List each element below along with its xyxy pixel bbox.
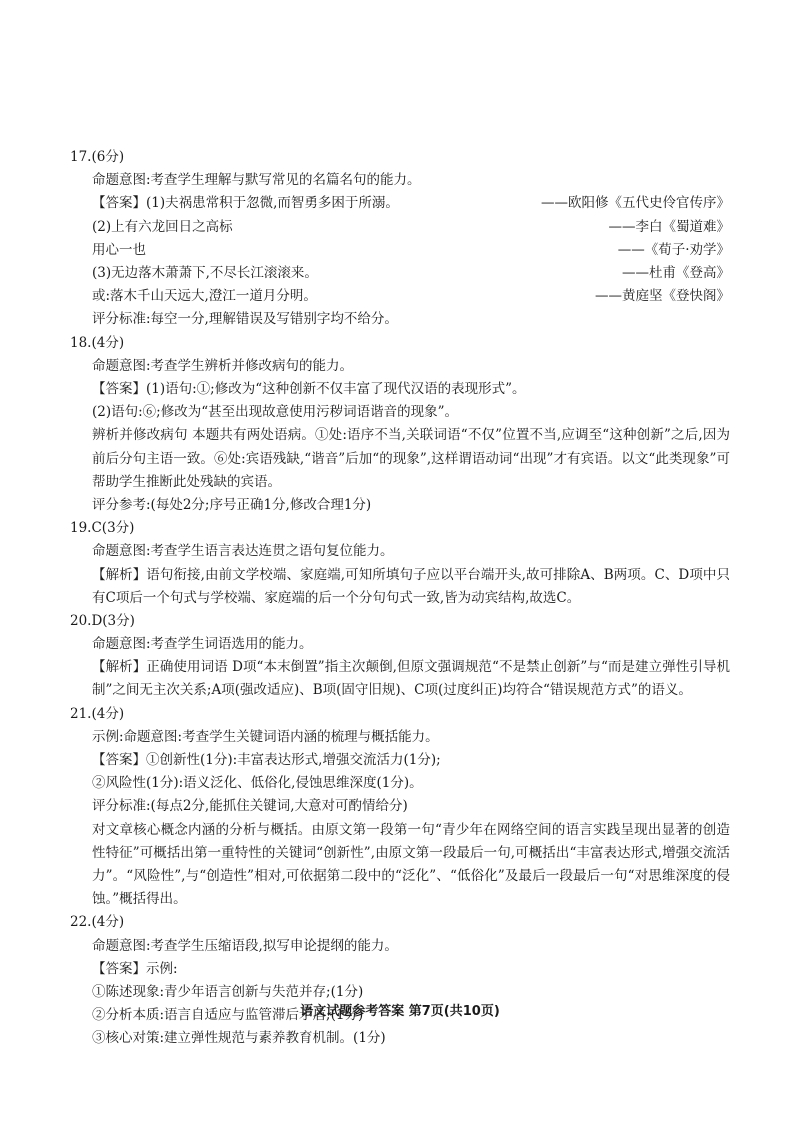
q20-intent: 命题意图:考查学生词语选用的能力。 [92,636,313,653]
q17-row-text: (2)上有六龙回日之高标 [92,218,233,235]
q17-row-source: ——杜甫《登高》 [622,264,730,281]
q18-number: 18.(4分) [70,334,125,351]
q21-intent: 示例:命题意图:考查学生关键词语内涵的梳理与概括能力。 [92,728,439,745]
q17-number: 17.(6分) [70,149,125,165]
q17-criteria: 评分标准:每空一分,理解错误及写错别字均不给分。 [92,311,398,328]
answer-content [70,146,730,1051]
q21-answer-2: ②风险性(1分):语义泛化、低俗化,侵蚀思维深度(1分)。 [92,775,423,792]
q17-answer-row-1 [70,192,730,215]
q17-answer-row-3 [70,239,730,262]
q20-number: 20.D(3分) [70,612,135,629]
q17-row-source: ——欧阳修《五代史伶官传序》 [541,195,730,212]
q17-row-text: (3)无边落木萧萧下,不尽长江滚滚来。 [92,264,318,281]
q20-analysis: 【解析】正确使用词语 D项“本末倒置”指主次颠倒,但原文强调规范“不是禁止创新”与“而是建立弹性引导机制”之间无主次关系;A项(强改适应)、B项(固守旧规)、C项(过度纠正)均符合“错误规范方式”的语义。 [92,659,730,699]
q19-analysis: 【解析】语句衔接,由前文学校端、家庭端,可知所填句子应以平台端开头,故可排除A、B两项。C、D项中只有C项后一个句式与学校端、家庭端的后一个分句句式一致,皆为动宾结构,故选C。 [92,566,730,606]
q17-answer-row-4 [70,262,730,285]
q18-analysis: 辨析并修改病句 本题共有两处语病。①处:语序不当,关联词语“不仅”位置不当,应调至“这种创新”之后,因为前后分句主语一致。⑥处:宾语残缺,“谐音”后加“的现象”,这样谓语动词“出现”才有宾语。以文“此类现象”可帮助学生推断此处残缺的宾语。 [92,427,730,490]
q22-answer-item-2: ②分析本质:语言自适应与监管滞后矛盾;(1分) [92,1007,364,1024]
q19-number: 19.C(3分) [70,520,135,537]
q22-answer-label: 【答案】示例: [92,960,178,977]
q22-number: 22.(4分) [70,914,125,931]
q18-intent: 命题意图:考查学生辨析并修改病句的能力。 [92,357,354,374]
q21-criteria: 评分标准:(每点2分,能抓住关键词,大意对可酌情给分) [92,798,408,815]
q22-answer-item-1: ①陈述现象:青少年语言创新与失范并存;(1分) [92,984,364,1000]
page-footer: 语文试题参考答案 第7页(共10页) [300,1004,500,1019]
q18-answer-2: (2)语句:⑥;修改为“甚至出现故意使用污秽词语谐音的现象”。 [92,404,459,421]
q19-intent: 命题意图:考查学生语言表达连贯之语句复位能力。 [92,543,394,560]
q18-criteria: 评分参考:(每处2分;序号正确1分,修改合理1分) [92,496,372,513]
q21-analysis: 对文章核心概念内涵的分析与概括。由原文第一段第一句“青少年在网络空间的语言实践呈现出显著的创造性特征”可概括出第一重特性的关键词“创新性”,由原文第一段最后一句,可概括出“丰富表达形式,增强交流活力”。“风险性”,与“创造性”相对,可依据第二段中的“泛化”、“低俗化”及最后一段最后一句“对思维深度的侵蚀。”概括得出。 [92,821,730,908]
q21-number: 21.(4分) [70,705,125,722]
q17-row-text: 用心一也 [92,241,146,258]
q21-answer-1: 【答案】①创新性(1分):丰富表达形式,增强交流活力(1分); [92,752,441,769]
q17-answer-row-2 [70,216,730,239]
q22-answer-item-3: ③核心对策:建立弹性规范与素养教育机制。(1分) [92,1030,386,1047]
q17-answer-row-5 [70,285,730,308]
q22-intent: 命题意图:考查学生压缩语段,拟写申论提纲的能力。 [92,937,398,954]
q17-intent: 命题意图:考查学生理解与默写常见的名篇名句的能力。 [92,172,421,189]
q17-row-source: ——李白《蜀道难》 [608,218,730,235]
q17-row-source: ——《荀子·劝学》 [617,241,730,258]
q17-row-text: 或:落木千山天远大,澄江一道月分明。 [92,288,317,305]
q17-row-source: ——黄庭坚《登快阁》 [595,288,730,305]
q18-answer-1: 【答案】(1)语句:①;修改为“这种创新不仅丰富了现代汉语的表现形式”。 [92,380,526,397]
q17-row-text: 【答案】(1)夫祸患常积于忽微,而智勇多困于所溺。 [92,195,399,212]
